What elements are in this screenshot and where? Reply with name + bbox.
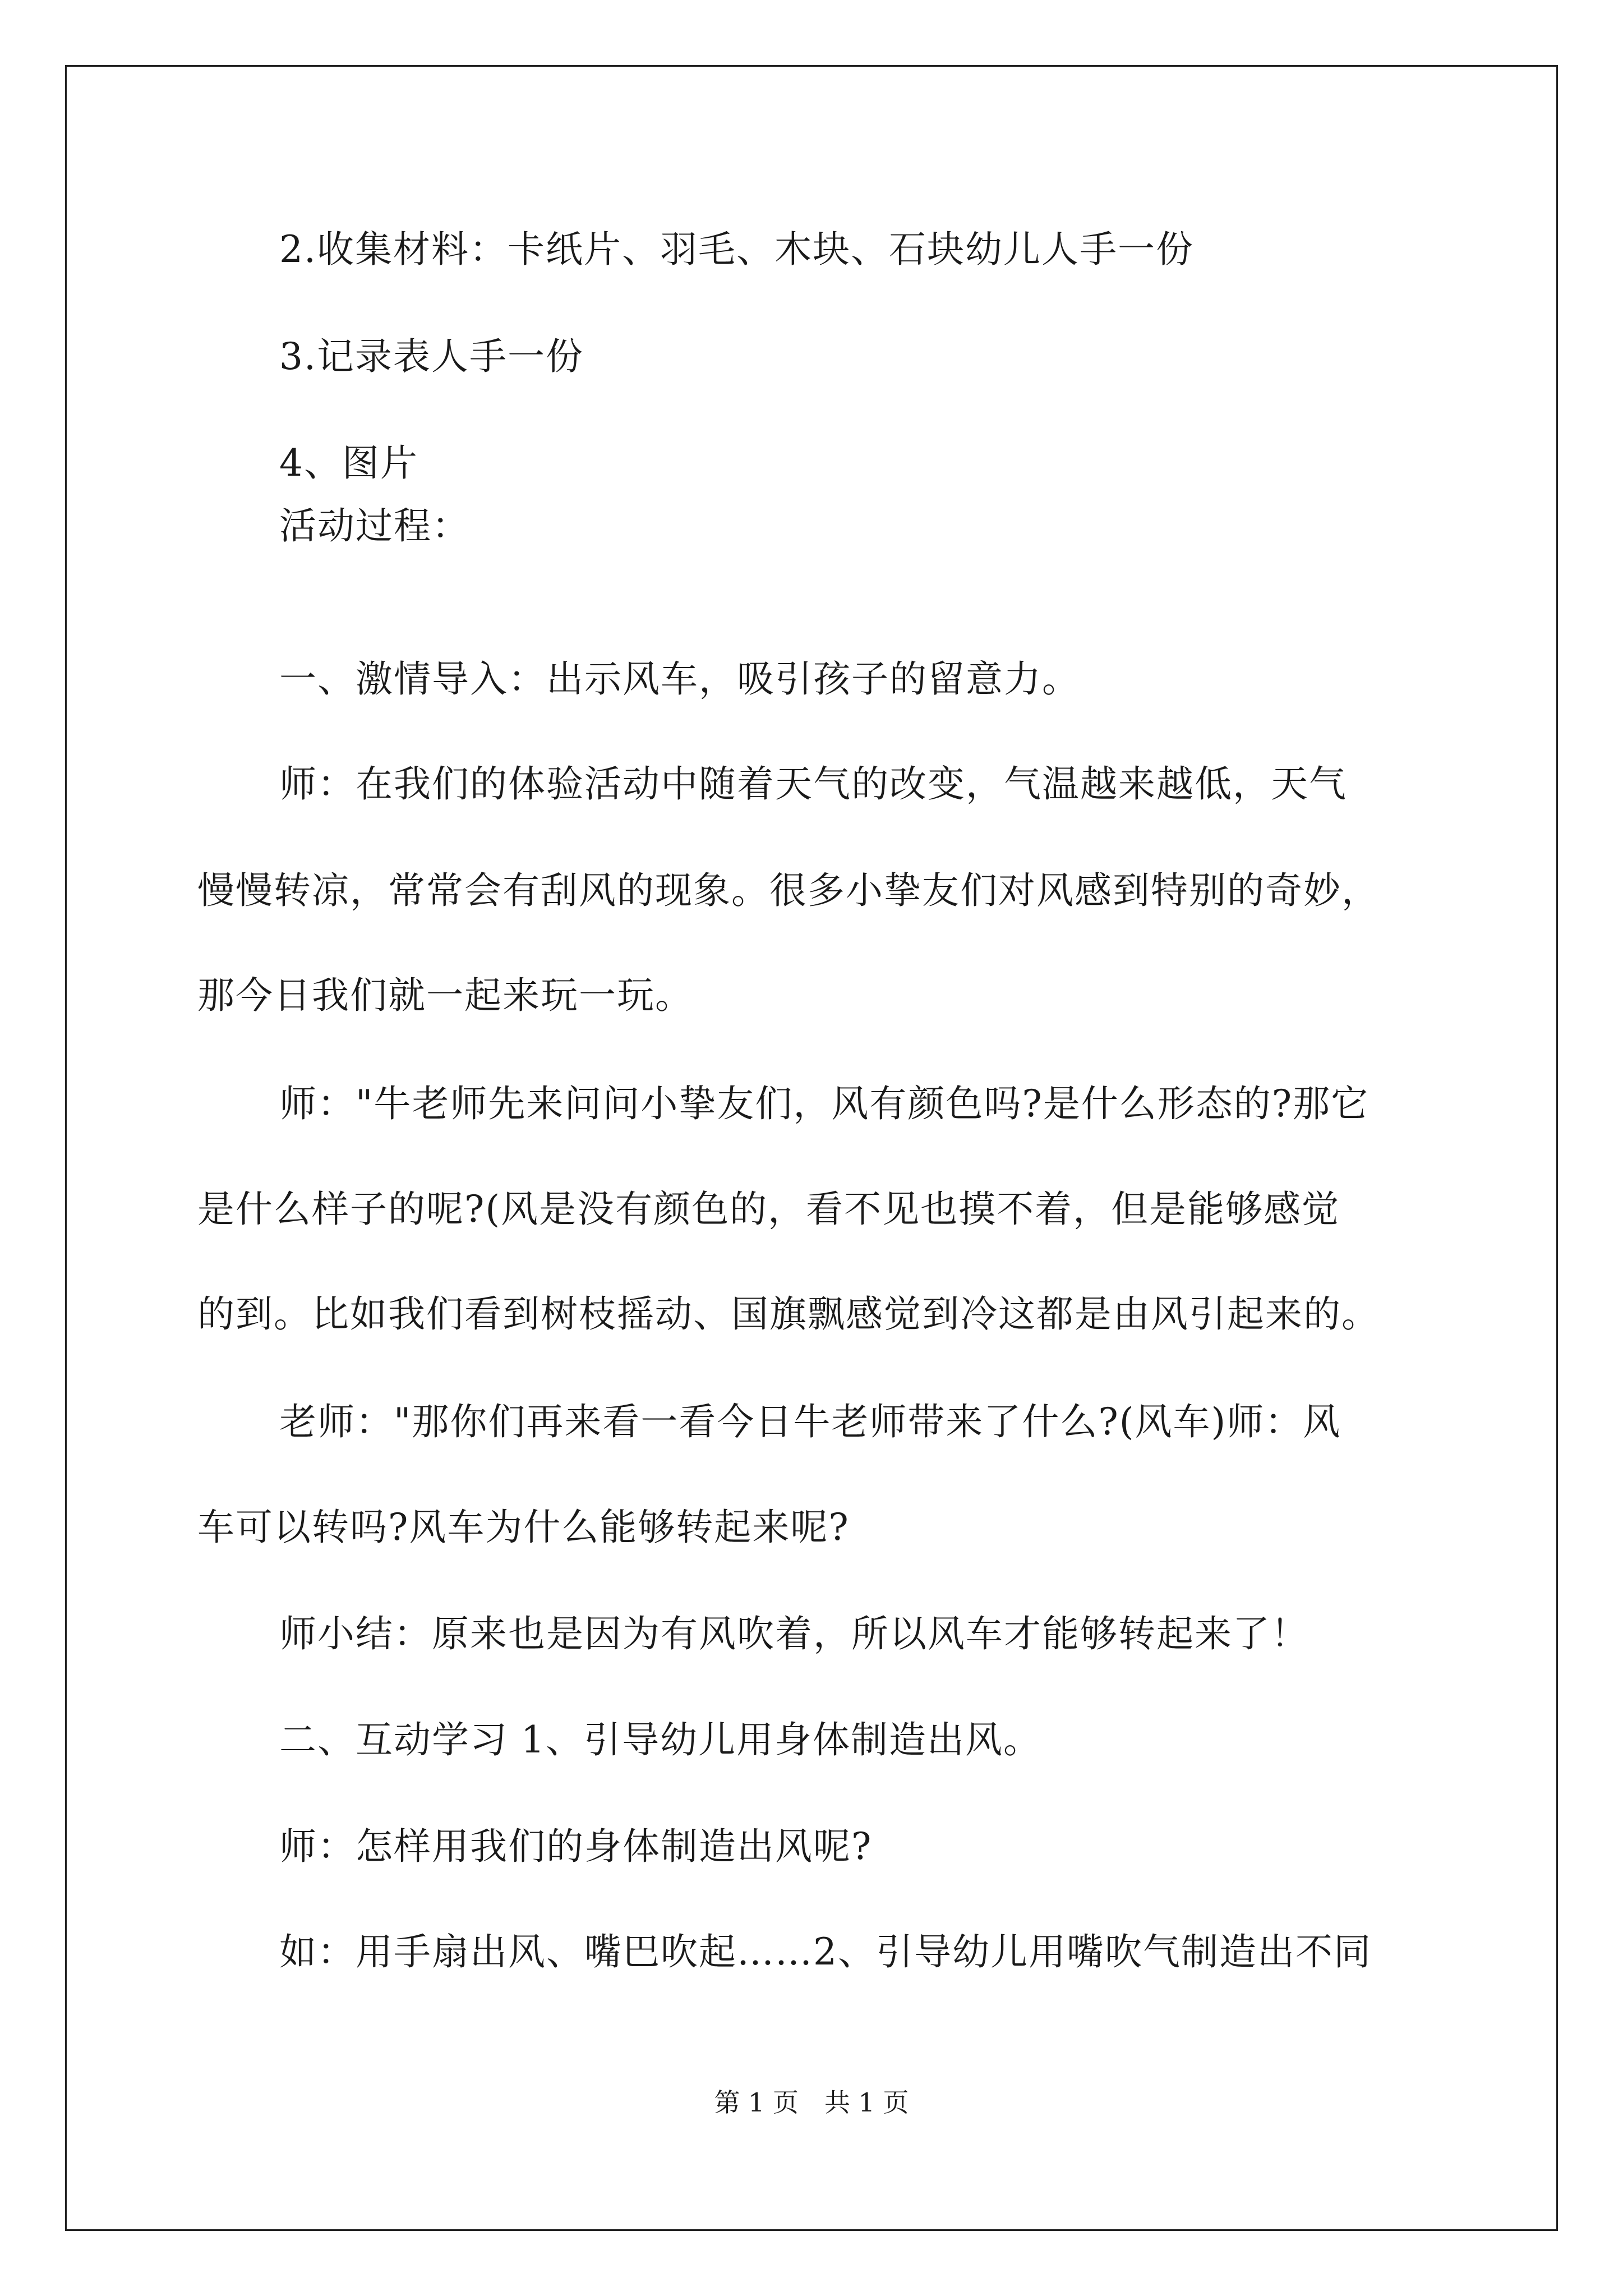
paragraph-line: 师：怎样用我们的身体制造出风呢?	[279, 1825, 873, 1868]
page-border	[65, 65, 1558, 2231]
paragraph-line: 的到。比如我们看到树枝摇动、国旗飘感觉到冷这都是由风引起来的。	[197, 1292, 1380, 1336]
paragraph-line: 那今日我们就一起来玩一玩。	[197, 974, 693, 1017]
page-number-footer: 第 1 页 共 1 页	[714, 2087, 909, 2118]
record-sheet-line: 3.记录表人手一份	[279, 335, 584, 378]
paragraph-line: 师："牛老师先来问问小挚友们，风有颜色吗?是什么形态的?那它	[279, 1082, 1370, 1125]
paragraph-line: 车可以转吗?风车为什么能够转起来呢?	[197, 1506, 850, 1549]
materials-line: 2.收集材料：卡纸片、羽毛、木块、石块幼儿人手一份	[279, 228, 1194, 271]
paragraph-line: 师：在我们的体验活动中随着天气的改变，气温越来越低，天气	[279, 762, 1347, 806]
paragraph-line: 是什么样子的呢?(风是没有颜色的，看不见也摸不着，但是能够感觉	[197, 1188, 1340, 1231]
paragraph-line: 老师："那你们再来看一看今日牛老师带来了什么?(风车)师：风	[279, 1400, 1341, 1443]
pictures-line: 4、图片	[279, 441, 418, 485]
activity-process-heading: 活动过程：	[279, 504, 470, 547]
summary-line: 师小结：原来也是因为有风吹着，所以风车才能够转起来了！	[279, 1612, 1309, 1655]
paragraph-line: 如：用手扇出风、嘴巴吹起……2、引导幼儿用嘴吹气制造出不同	[279, 1930, 1372, 1973]
section-one-heading: 一、激情导入：出示风车，吸引孩子的留意力。	[279, 657, 1080, 701]
paragraph-line: 慢慢转凉，常常会有刮风的现象。很多小挚友们对风感到特别的奇妙，	[197, 869, 1380, 912]
section-two-heading: 二、互动学习 1、引导幼儿用身体制造出风。	[279, 1718, 1041, 1761]
